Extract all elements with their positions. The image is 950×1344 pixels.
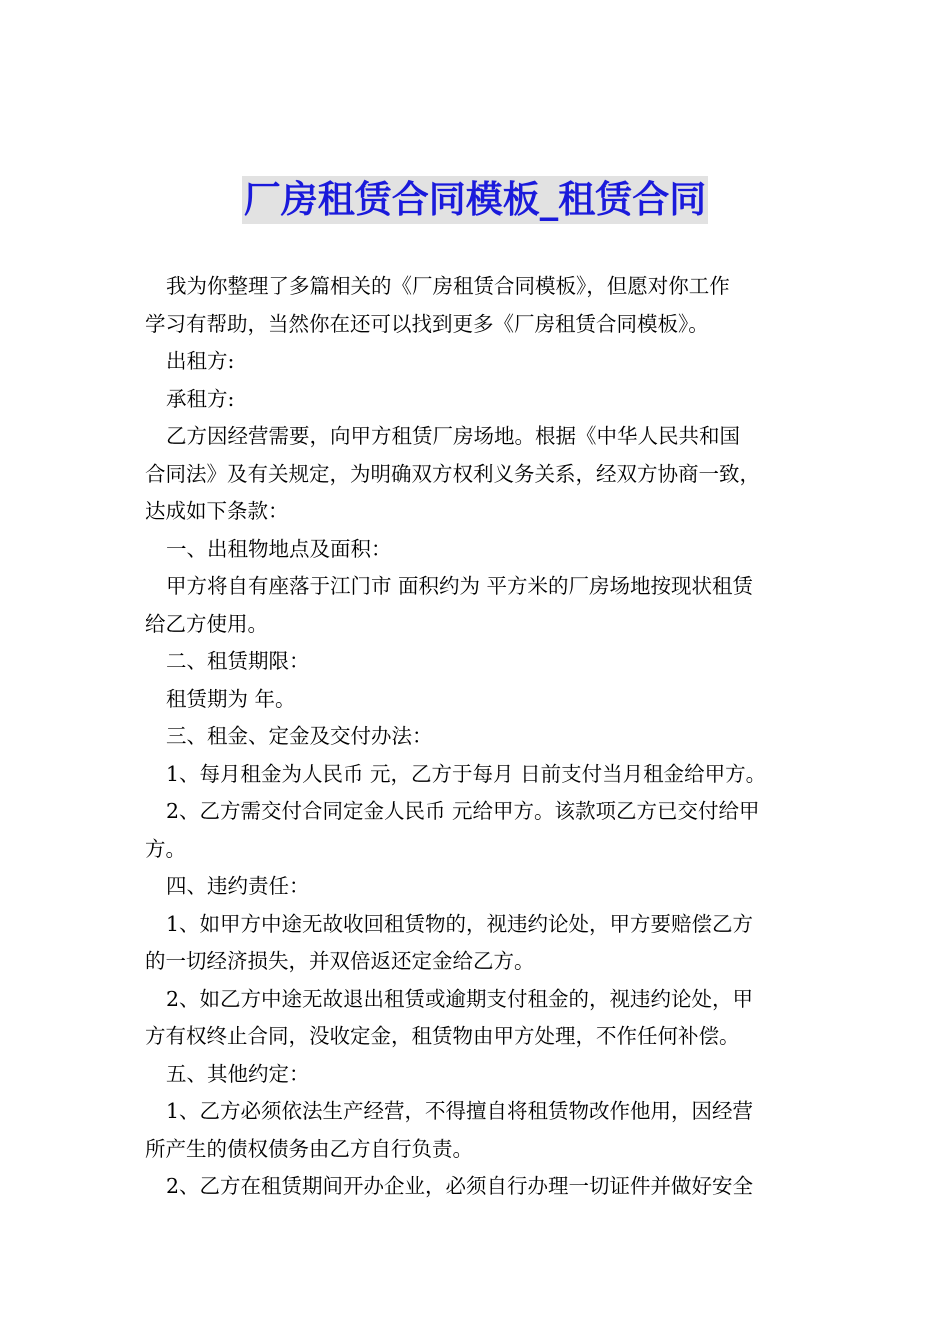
paragraph-line: 方有权终止合同，没收定金，租赁物由甲方处理，不作任何补偿。 (145, 1024, 740, 1048)
paragraph-line: 的一切经济损失，并双倍返还定金给乙方。 (145, 949, 535, 973)
document-body (145, 268, 810, 1206)
paragraph-line: 承租方: (166, 386, 235, 411)
section-heading: 一、出租物地点及面积： (166, 536, 392, 561)
paragraph-line: 方。 (145, 836, 186, 861)
paragraph-line: 所产生的债权债务由乙方自行负责。 (145, 1136, 473, 1161)
paragraph-line: 乙方因经营需要，向甲方租赁厂房场地。根据《中华人民共和国 (166, 424, 740, 448)
section-heading: 二、租赁期限： (166, 649, 310, 673)
paragraph-line: 1、每月租金为人民币 元，乙方于每月 日前支付当月租金给甲方。 (166, 761, 767, 786)
paragraph-line: 达成如下条款： (145, 499, 289, 523)
section-heading: 三、租金、定金及交付办法： (166, 724, 433, 748)
paragraph-line: 学习有帮助，当然你在还可以找到更多《厂房租赁合同模板》。 (145, 311, 709, 336)
section-heading: 四、违约责任： (166, 874, 310, 898)
section-heading: 五、其他约定： (166, 1061, 310, 1086)
paragraph-line: 1、如甲方中途无故收回租赁物的，视违约论处，甲方要赔偿乙方 (166, 911, 754, 936)
paragraph-line: 2、乙方需交付合同定金人民币 元给甲方。该款项乙方已交付给甲 (166, 799, 760, 823)
paragraph-line: 2、如乙方中途无故退出租赁或逾期支付租金的，视违约论处，甲 (166, 986, 754, 1011)
paragraph-line: 出租方: (166, 349, 235, 373)
paragraph-line: 合同法》及有关规定，为明确双方权利义务关系，经双方协商一致， (145, 461, 760, 486)
paragraph-line: 租赁期为 年。 (166, 686, 296, 711)
paragraph-line: 给乙方使用。 (145, 611, 268, 636)
paragraph-line: 1、乙方必须依法生产经营，不得擅自将租赁物改作他用，因经营 (166, 1099, 754, 1123)
paragraph-line: 我为你整理了多篇相关的《厂房租赁合同模板》，但愿对你工作 (166, 274, 730, 298)
document-title: 厂房租赁合同模板_租赁合同 (242, 176, 709, 224)
paragraph-line: 甲方将自有座落于江门市 面积约为 平方米的厂房场地按现状租赁 (166, 574, 754, 598)
paragraph-line: 2、乙方在租赁期间开办企业，必须自行办理一切证件并做好安全 (166, 1174, 754, 1198)
title-container (0, 176, 950, 224)
